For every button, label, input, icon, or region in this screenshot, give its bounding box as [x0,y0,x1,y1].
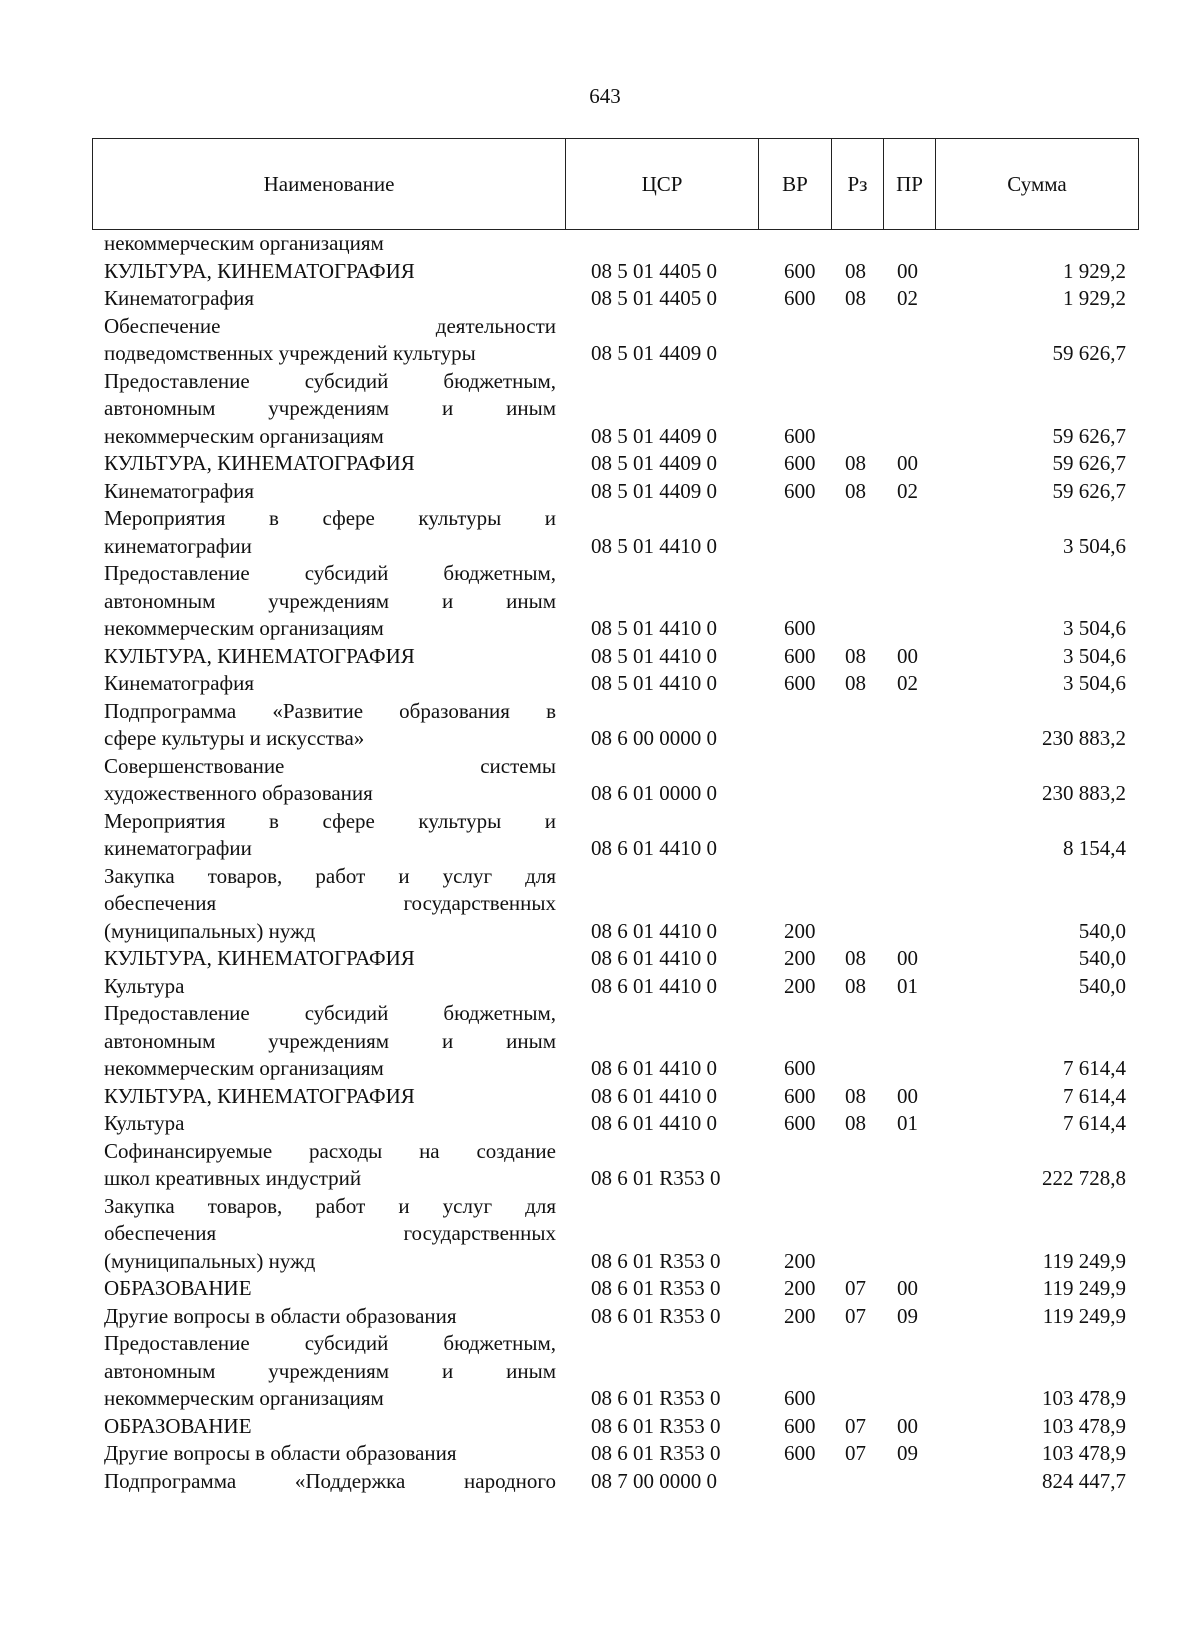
row-pr [883,1138,935,1193]
table-row [92,643,1138,671]
row-name-line: некоммерческим организациям [104,1056,384,1080]
row-rz: 08 [845,671,866,695]
row-name-line: Предоставление субсидий бюджетным, [104,1001,556,1025]
row-name-line: Обеспечение деятельности [104,313,556,338]
row-rz: 08 [845,286,866,310]
row-name-line: автономным учреждениям и иным [104,1358,556,1383]
row-csr: 08 6 01 R353 0 [591,1441,721,1465]
row-csr: 08 6 01 4410 0 [591,918,717,943]
row-name [92,1468,565,1496]
row-csr: 08 6 01 R353 0 [591,1413,721,1438]
row-name-line: Культура [104,1111,185,1135]
row-rz: 08 [845,478,866,503]
row-rz [831,1330,883,1413]
row-name-line: Предоставление субсидий бюджетным, [104,368,556,393]
row-name [92,643,565,671]
row-pr [883,560,935,643]
table-row [92,1440,1138,1468]
row-name [92,863,565,946]
row-name [92,1000,565,1083]
row-pr: 02 [897,286,918,310]
row-pr [883,313,935,368]
row-sum: 8 154,4 [1063,836,1126,860]
row-csr: 08 6 01 4410 0 [591,946,717,970]
row-rz: 08 [845,1111,866,1135]
row-name [92,753,565,808]
row-rz [831,313,883,368]
row-vr: 600 [784,286,816,310]
row-name [92,313,565,368]
row-name-line: Другие вопросы в области образования [104,1441,457,1465]
row-name [92,1193,565,1276]
row-pr: 00 [897,258,918,283]
row-pr: 00 [897,1083,918,1108]
row-rz: 08 [845,973,866,998]
row-sum: 3 504,6 [1063,533,1126,558]
row-name [92,808,565,863]
row-csr: 08 6 01 R353 0 [591,1276,721,1300]
row-vr: 600 [784,671,816,695]
row-sum: 59 626,7 [1052,423,1126,448]
table-row [92,450,1138,478]
row-pr: 01 [897,973,918,998]
row-csr: 08 5 01 4409 0 [591,341,717,365]
row-vr: 600 [784,1386,816,1410]
row-sum: 222 728,8 [1042,1166,1126,1190]
row-name-line: ОБРАЗОВАНИЕ [104,1276,252,1300]
row-name-line: некоммерческим организациям [104,231,384,255]
table-row [92,945,1138,973]
row-name-line: Кинематография [104,478,255,503]
row-sum: 540,0 [1078,946,1126,970]
row-name-line: кинематографии [104,836,252,860]
row-name-line: Предоставление субсидий бюджетным, [104,561,556,585]
row-csr: 08 6 00 0000 0 [591,726,717,750]
row-vr: 200 [784,1303,816,1328]
table-row [92,478,1138,506]
row-pr: 02 [897,478,918,503]
row-rz [831,368,883,451]
row-csr: 08 6 01 4410 0 [591,1111,717,1135]
row-name-line: Мероприятия в сфере культуры и [104,506,556,530]
table-row [92,230,1138,258]
row-name-line: Закупка товаров, работ и услуг для [104,863,556,888]
row-rz: 08 [845,451,866,475]
row-pr [883,863,935,946]
row-vr [758,808,831,863]
row-name-line: (муниципальных) нужд [104,918,316,943]
row-name-line: школ креативных индустрий [104,1166,362,1190]
row-name-line: Кинематография [104,671,255,695]
row-name [92,698,565,753]
row-sum [935,230,1138,258]
row-sum: 540,0 [1078,973,1126,998]
row-sum: 119 249,9 [1042,1303,1126,1328]
row-vr [758,505,831,560]
header-pr: ПР [884,139,936,230]
row-pr: 02 [897,671,918,695]
row-pr: 00 [897,643,918,668]
table-row [92,1330,1138,1413]
header-name: Наименование [93,139,566,230]
header-vr: ВР [759,139,832,230]
row-rz [831,698,883,753]
row-name-line: КУЛЬТУРА, КИНЕМАТОГРАФИЯ [104,451,415,475]
row-name [92,505,565,560]
row-name-line: КУЛЬТУРА, КИНЕМАТОГРАФИЯ [104,946,415,970]
row-vr: 600 [784,643,816,668]
row-sum: 119 249,9 [1042,1276,1126,1300]
row-csr: 08 6 01 4410 0 [591,1056,717,1080]
row-sum: 103 478,9 [1042,1413,1126,1438]
row-sum: 1 929,2 [1063,258,1126,283]
row-name-line: обеспечения государственных [104,891,556,915]
row-name-line: Другие вопросы в области образования [104,1303,457,1328]
row-name [92,478,565,506]
row-name [92,368,565,451]
row-csr: 08 5 01 4405 0 [591,258,717,283]
row-name [92,973,565,1001]
row-rz: 08 [845,258,866,283]
row-pr: 00 [897,946,918,970]
row-rz [831,505,883,560]
table-row [92,258,1138,286]
row-sum: 7 614,4 [1063,1111,1126,1135]
row-sum: 3 504,6 [1063,671,1126,695]
row-name-line: Мероприятия в сфере культуры и [104,808,556,833]
table-row [92,670,1138,698]
row-name-line: подведомственных учреждений культуры [104,341,476,365]
row-sum: 1 929,2 [1063,286,1126,310]
row-pr: 09 [897,1303,918,1328]
row-vr [758,1138,831,1193]
row-vr: 200 [784,946,816,970]
row-vr: 200 [784,1276,816,1300]
row-pr: 00 [897,1276,918,1300]
row-name [92,1440,565,1468]
header-csr: ЦСР [566,139,759,230]
row-csr: 08 6 01 0000 0 [591,781,717,805]
row-name [92,258,565,286]
row-rz [831,808,883,863]
row-name-line: автономным учреждениям и иным [104,396,556,420]
table-row [92,1303,1138,1331]
row-rz [831,230,883,258]
row-name-line: Софинансируемые расходы на создание [104,1138,556,1163]
table-row [92,863,1138,946]
row-rz: 08 [845,643,866,668]
row-name-line: автономным учреждениям и иным [104,588,556,613]
page-number: 643 [589,84,621,108]
row-vr: 600 [784,1083,816,1108]
row-csr: 08 6 01 R353 0 [591,1248,721,1273]
row-rz [831,560,883,643]
row-name [92,1275,565,1303]
row-vr [758,1468,831,1496]
table-row [92,285,1138,313]
row-sum: 59 626,7 [1052,478,1126,503]
row-rz: 07 [845,1276,866,1300]
row-name [92,1330,565,1413]
row-rz [831,753,883,808]
table-row [92,313,1138,368]
row-rz [831,1000,883,1083]
row-name [92,285,565,313]
row-name-line: некоммерческим организациям [104,616,384,640]
row-vr [758,313,831,368]
row-rz: 08 [845,1083,866,1108]
table-row [92,1413,1138,1441]
row-name-line: некоммерческим организациям [104,423,384,448]
row-pr [883,808,935,863]
row-vr: 600 [784,616,816,640]
row-rz [831,1193,883,1276]
row-csr: 08 5 01 4410 0 [591,643,717,668]
row-sum: 103 478,9 [1042,1386,1126,1410]
row-rz [831,863,883,946]
row-rz: 07 [845,1441,866,1465]
row-name-line: КУЛЬТУРА, КИНЕМАТОГРАФИЯ [104,258,415,283]
table-row [92,560,1138,643]
row-vr: 600 [784,1441,816,1465]
row-sum: 3 504,6 [1063,643,1126,668]
row-csr: 08 6 01 4410 0 [591,973,717,998]
row-sum: 3 504,6 [1063,616,1126,640]
row-rz [831,1468,883,1496]
header-sum: Сумма [936,139,1139,230]
row-csr: 08 5 01 4409 0 [591,423,717,448]
row-csr: 08 6 01 R353 0 [591,1166,721,1190]
row-vr: 600 [784,451,816,475]
row-name-line: Закупка товаров, работ и услуг для [104,1193,556,1218]
row-sum: 540,0 [1078,918,1126,943]
row-csr: 08 5 01 4405 0 [591,286,717,310]
row-sum: 119 249,9 [1042,1248,1126,1273]
row-name-line: Подпрограмма «Развитие образования в [104,698,556,723]
budget-table [92,230,1138,1495]
table-row [92,753,1138,808]
row-pr: 01 [897,1111,918,1135]
row-name-line: кинематографии [104,533,252,558]
row-vr: 200 [784,1248,816,1273]
table-row [92,1000,1138,1083]
row-name-line: Подпрограмма «Поддержка народного [104,1468,556,1493]
row-name-line: художественного образования [104,781,373,805]
row-name [92,945,565,973]
table-row [92,973,1138,1001]
row-rz [831,1138,883,1193]
row-rz: 08 [845,946,866,970]
row-vr [758,753,831,808]
row-name-line: КУЛЬТУРА, КИНЕМАТОГРАФИЯ [104,1083,415,1108]
row-vr [758,230,831,258]
row-sum: 59 626,7 [1052,341,1126,365]
row-pr [883,753,935,808]
row-vr: 600 [784,1413,816,1438]
row-name-line: ОБРАЗОВАНИЕ [104,1413,252,1438]
row-vr: 600 [784,423,816,448]
row-name-line: Культура [104,973,185,998]
table-header [92,138,1139,230]
row-pr [883,368,935,451]
row-sum: 230 883,2 [1042,781,1126,805]
row-csr: 08 6 01 R353 0 [591,1386,721,1410]
row-pr [883,1330,935,1413]
table-row [92,1138,1138,1193]
row-sum: 824 447,7 [1042,1468,1126,1493]
header-rz: Рз [832,139,884,230]
row-vr: 600 [784,478,816,503]
table-row [92,1193,1138,1276]
row-csr: 08 7 00 0000 0 [591,1468,717,1493]
row-sum: 7 614,4 [1063,1083,1126,1108]
row-sum: 7 614,4 [1063,1056,1126,1080]
row-sum: 103 478,9 [1042,1441,1126,1465]
row-name-line: сфере культуры и искусства» [104,726,365,750]
row-name [92,1110,565,1138]
row-sum: 59 626,7 [1052,451,1126,475]
row-csr [565,230,758,258]
table-row [92,808,1138,863]
row-pr: 09 [897,1441,918,1465]
row-name-line: Совершенствование системы [104,753,556,778]
row-pr [883,1193,935,1276]
row-vr: 200 [784,918,816,943]
row-name-line: некоммерческим организациям [104,1386,384,1410]
row-vr: 200 [784,973,816,998]
row-csr: 08 5 01 4409 0 [591,478,717,503]
row-name [92,1303,565,1331]
table-row [92,1468,1138,1496]
row-vr [758,698,831,753]
row-pr [883,505,935,560]
row-name [92,1413,565,1441]
row-name [92,560,565,643]
row-csr: 08 6 01 R353 0 [591,1303,721,1328]
row-name [92,1138,565,1193]
row-name [92,670,565,698]
row-pr: 00 [897,451,918,475]
row-name-line: обеспечения государственных [104,1221,556,1245]
row-vr: 600 [784,1111,816,1135]
table-row [92,1110,1138,1138]
table-row [92,505,1138,560]
table-row [92,368,1138,451]
row-csr: 08 5 01 4410 0 [591,671,717,695]
row-pr: 00 [897,1413,918,1438]
row-pr [883,1468,935,1496]
row-sum: 230 883,2 [1042,726,1126,750]
table-row [92,1275,1138,1303]
row-vr: 600 [784,1056,816,1080]
row-name [92,450,565,478]
row-csr: 08 6 01 4410 0 [591,836,717,860]
row-rz: 07 [845,1413,866,1438]
row-name [92,1083,565,1111]
row-pr [883,1000,935,1083]
row-rz: 07 [845,1303,866,1328]
row-csr: 08 6 01 4410 0 [591,1083,717,1108]
row-vr: 600 [784,258,816,283]
row-name-line: Кинематография [104,286,255,310]
row-csr: 08 5 01 4410 0 [591,616,717,640]
row-csr: 08 5 01 4409 0 [591,451,717,475]
row-pr [883,230,935,258]
table-row [92,698,1138,753]
table-row [92,1083,1138,1111]
row-name-line: Предоставление субсидий бюджетным, [104,1331,556,1355]
row-name-line: (муниципальных) нужд [104,1248,316,1273]
row-name-line: автономным учреждениям и иным [104,1028,556,1053]
row-csr: 08 5 01 4410 0 [591,533,717,558]
row-name-line: КУЛЬТУРА, КИНЕМАТОГРАФИЯ [104,643,415,668]
row-name [92,230,565,258]
row-pr [883,698,935,753]
header-row [93,139,1139,230]
